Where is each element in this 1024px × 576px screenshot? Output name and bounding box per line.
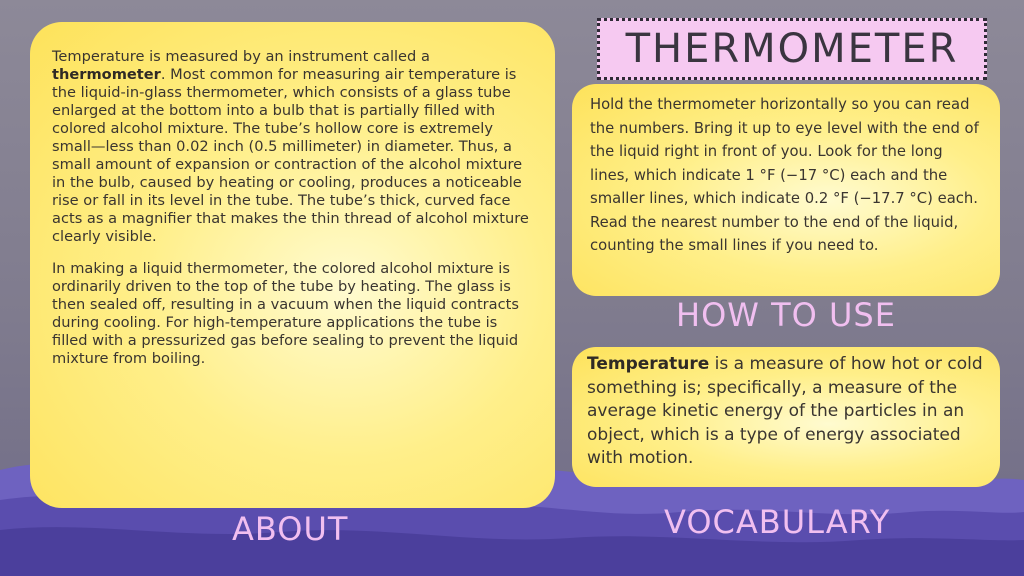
page-title: THERMOMETER (597, 18, 987, 80)
vocabulary-card (572, 347, 1000, 487)
vocabulary-term: Temperature (587, 354, 710, 374)
about-label: ABOUT (232, 510, 349, 548)
how-to-use-label: HOW TO USE (676, 296, 896, 334)
vocabulary-definition: is a measure of how hot or cold something is; specifically, a measure of the average kinetic energy of the particles in an object, which is a type of energy associated with motion. (587, 354, 983, 468)
about-p1-lead: Temperature is measured by an instrument called a (52, 48, 430, 65)
about-term-thermometer: thermometer (52, 66, 161, 83)
how-to-use-text: Hold the thermometer horizontally so you can read the numbers. Bring it up to eye level with the end of the liquid right in front of you. Look for the long lines, which indicate 1 °F (−17 °C) each and the smaller lines, which indicate 0.2 °F (−17.7 °C) each. Read the nearest number to the end of the liquid, counting the small lines if you need to. (590, 96, 979, 254)
about-card (30, 22, 555, 508)
about-p1-rest: . Most common for measuring air temperature is the liquid-in-glass thermometer, which consists of a glass tube enlarged at the bottom into a bulb that is partially filled with colored alcohol mixture. The tube’s hollow core is extremely small—less than 0.02 inch (0.5 millimeter) in diameter. Thus, a small amount of expansion or contraction of the alcohol mixture in the bulb, caused by heating or cooling, produces a noticeable rise or fall in its level in the tube. The tube’s thick, curved face acts as a magnifier that makes the thin thread of alcohol mixture clearly visible. (52, 66, 529, 245)
about-paragraph-1 (52, 48, 533, 246)
vocabulary-label: VOCABULARY (664, 503, 891, 541)
about-paragraph-2: In making a liquid thermometer, the colored alcohol mixture is ordinarily driven to the top of the tube by heating. The glass is then sealed off, resulting in a vacuum when the liquid contracts during cooling. For high-temperature applications the tube is filled with a pressurized gas before sealing to prevent the liquid mixture from boiling. (52, 260, 519, 367)
how-to-use-card (572, 84, 1000, 296)
